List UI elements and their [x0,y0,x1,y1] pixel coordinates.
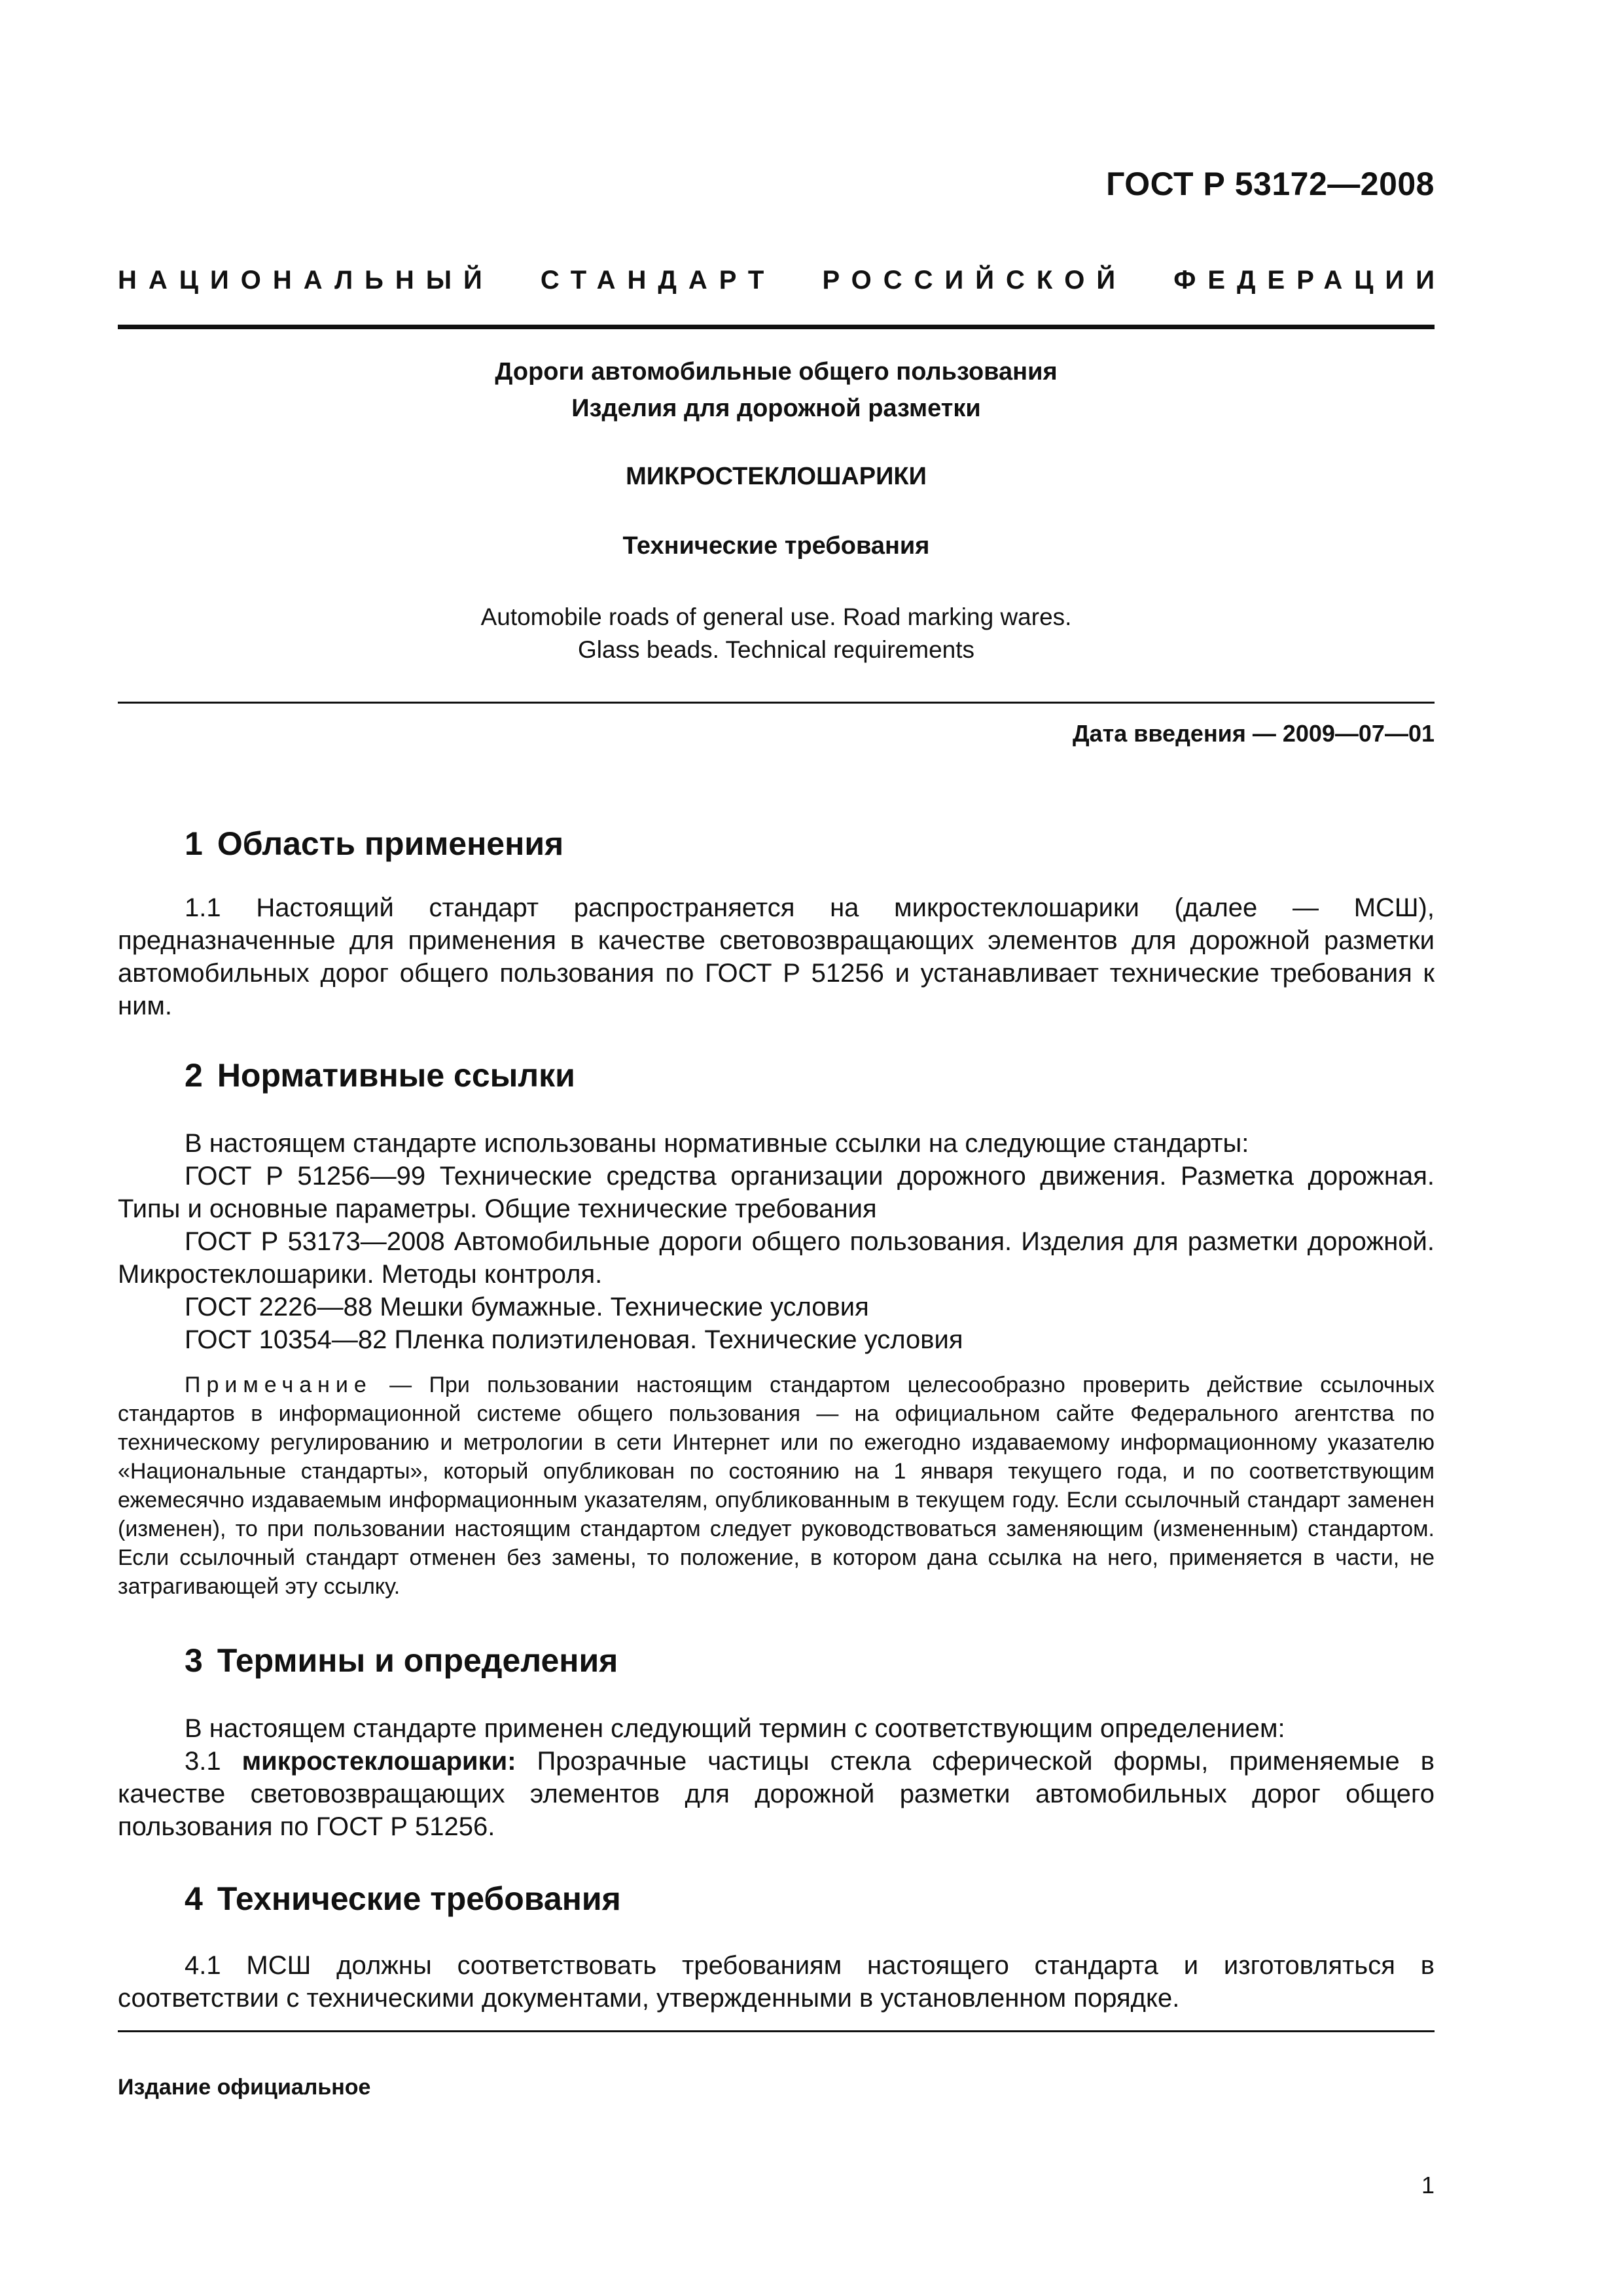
banner-word: СТАНДАРТ [540,266,776,295]
terms-intro: В настоящем стандарте применен следующий термин с соответствующим определением: [185,1714,1285,1743]
section-3-heading [185,1641,618,1679]
section-2-heading [185,1056,575,1094]
english-title-line-2: Glass beads. Technical requirements [577,636,975,663]
section-4-heading [185,1880,621,1918]
reference-gost-r-53173: ГОСТ Р 53173—2008 Автомобильные дороги общего пользования. Изделия для разметки дорожной. Микростеклошарики. Методы контроля. [118,1227,1435,1289]
note-label: Примечание [185,1372,372,1397]
term-number: 3.1 [185,1747,242,1776]
official-edition-label: Издание официальное [118,2075,371,2100]
section-number: 4 [185,1880,203,1917]
note-text: — При пользовании настоящим стандартом целесообразно проверить действие ссылочных стандартов в информационной системе общего пользования — на официальном сайте Федерального агентства по техническому регулированию и метрологии в сети Интернет или по ежегодно издаваемому информационному указателю «Национальные стандарты», который опубликован по состоянию на 1 января текущего года, и по соответствующим ежемесячно издаваемым информационным указателям, опубликованным в текущем году. Если ссылочный стандарт заменен (изменен), то при пользовании настоящим стандартом следует руководствоваться заменяющим (измененным) стандартом. Если ссылочный стандарт отменен без замены, то положение, в котором дана ссылка на него, применяется в части, не затрагивающей эту ссылку. [118,1372,1435,1599]
references-note [118,1371,1435,1601]
banner-word: РОССИЙСКОЙ [822,266,1128,295]
section-title: Область применения [217,825,564,862]
english-title-line-1: Automobile roads of general use. Road marking wares. [480,603,1072,630]
term-definition-3-1 [118,1745,1435,1843]
title-rule [118,702,1435,704]
section-title: Технические требования [217,1880,621,1917]
document-code: ГОСТ Р 53172—2008 [1106,166,1435,202]
section-title: Нормативные ссылки [217,1057,575,1094]
footer-rule [118,2030,1435,2032]
subtitle: Технические требования [622,532,930,560]
term-name: микростеклошарики: [241,1747,516,1776]
section-1-heading [185,825,563,863]
paragraph-4-1: 4.1 МСШ должны соответствовать требованиям настоящего стандарта и изготовляться в соответствии с техническими документами, утвержденными в установленном порядке. [118,1951,1435,2013]
reference-gost-10354: ГОСТ 10354—82 Пленка полиэтиленовая. Технические условия [185,1325,963,1354]
banner-word: ФЕДЕРАЦИИ [1173,266,1446,295]
reference-gost-2226: ГОСТ 2226—88 Мешки бумажные. Технические условия [185,1293,869,1321]
term-definition-text: Прозрачные частицы стекла сферической формы, применяемые в качестве световозвращающих элементов для дорожной разметки автомобильных дорог общего пользования по ГОСТ Р 51256. [118,1747,1435,1841]
national-standard-banner [118,266,1446,295]
section-title: Термины и определения [217,1642,618,1679]
reference-gost-r-51256: ГОСТ Р 51256—99 Технические средства организации дорожного движения. Разметка дорожная. Типы и основные параметры. Общие технические требования [118,1162,1435,1223]
title-line-2: Изделия для дорожной разметки [571,395,981,422]
product-title: МИКРОСТЕКЛОШАРИКИ [626,463,927,490]
banner-word: НАЦИОНАЛЬНЫЙ [118,266,494,295]
references-intro: В настоящем стандарте использованы нормативные ссылки на следующие стандарты: [185,1129,1249,1158]
section-number: 1 [185,825,203,862]
title-line-1: Дороги автомобильные общего пользования [495,358,1058,386]
paragraph-1-1: 1.1 Настоящий стандарт распространяется на микростеклошарики (далее — МСШ), предназначенные для применения в качестве световозвращающих элементов для дорожной разметки автомобильных дорог общего пользования по ГОСТ Р 51256 и устанавливает технические требования к ним. [118,893,1435,1020]
header-rule [118,325,1435,329]
page-number: 1 [1421,2172,1435,2198]
section-number: 2 [185,1057,203,1094]
section-number: 3 [185,1642,203,1679]
introduction-date: Дата введения — 2009—07—01 [1072,720,1435,747]
